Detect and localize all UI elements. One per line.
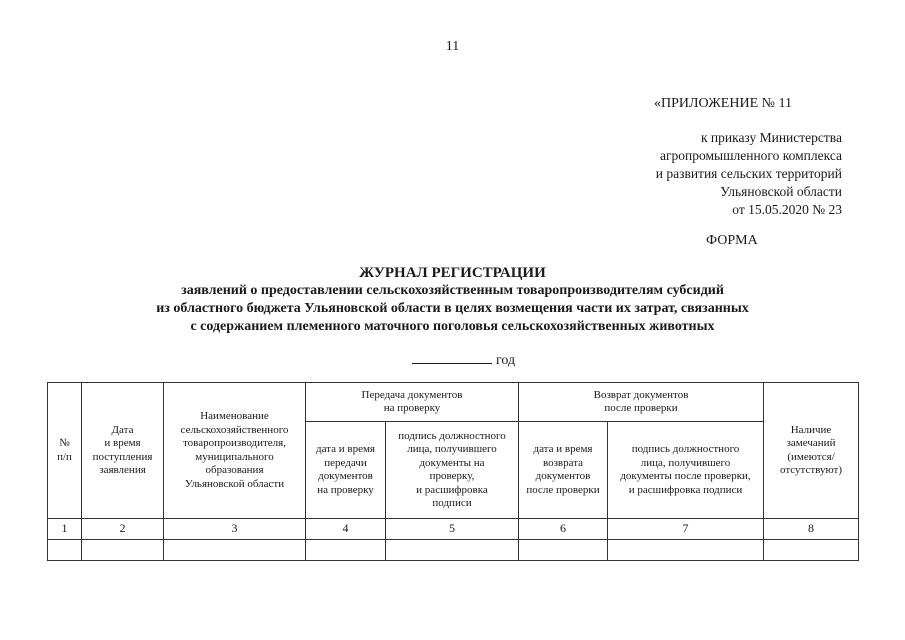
empty-cell <box>519 540 608 561</box>
header-return-date: дата и время возврата документов после проверки <box>526 443 600 496</box>
order-line: от 15.05.2020 № 23 <box>732 202 842 217</box>
column-number: 7 <box>608 519 764 540</box>
journal-heading <box>0 264 905 336</box>
header-cell <box>764 383 859 519</box>
header-cell <box>82 383 164 519</box>
order-line: Ульяновской области <box>720 184 842 199</box>
header-transfer-date: дата и время передачи документов на проверку <box>315 443 375 496</box>
journal-subtitle-line: из областного бюджета Ульяновской области в целях возмещения части их затрат, связанных <box>156 301 749 316</box>
year-line <box>412 351 515 369</box>
order-line: и развития сельских территорий <box>655 166 842 181</box>
journal-title: ЖУРНАЛ РЕГИСТРАЦИИ <box>359 265 546 281</box>
year-blank <box>412 351 492 364</box>
year-label: год <box>496 353 516 368</box>
column-number-row <box>48 519 859 540</box>
journal-subtitle-line: с содержанием племенного маточного поголовья сельскохозяйственных животных <box>190 319 715 334</box>
empty-cell <box>386 540 519 561</box>
column-number: 3 <box>164 519 306 540</box>
column-number: 4 <box>306 519 386 540</box>
order-line: агропромышленного комплекса <box>660 148 842 163</box>
empty-cell <box>164 540 306 561</box>
header-cell <box>519 422 608 519</box>
header-date: Дата и время поступления заявления <box>92 423 153 476</box>
header-cell <box>519 383 764 422</box>
header-cell <box>608 422 764 519</box>
header-name: Наименование сельскохозяйственного товаропроизводителя, муниципального образования Ульяновской области <box>180 410 289 490</box>
column-number: 2 <box>82 519 164 540</box>
header-cell <box>164 383 306 519</box>
header-cell <box>306 383 519 422</box>
header-transfer-group: Передача документов на проверку <box>361 388 463 414</box>
column-number: 6 <box>519 519 608 540</box>
header-num: № п/п <box>57 437 72 463</box>
empty-cell <box>306 540 386 561</box>
header-row <box>48 383 859 422</box>
empty-cell <box>48 540 82 561</box>
column-number: 8 <box>764 519 859 540</box>
header-transfer-sign: подпись должностного лица, получившего документы на проверку, и расшифровка подписи <box>398 429 506 509</box>
empty-cell <box>82 540 164 561</box>
header-return-group: Возврат документов после проверки <box>593 388 689 414</box>
registration-table <box>47 382 859 561</box>
header-return-sign: подпись должностного лица, получившего документы после проверки, и расшифровка подписи <box>620 443 751 496</box>
appendix-title: «ПРИЛОЖЕНИЕ № 11 <box>654 96 792 111</box>
column-number: 1 <box>48 519 82 540</box>
order-line: к приказу Министерства <box>700 130 842 145</box>
form-label: ФОРМА <box>706 233 758 248</box>
column-number: 5 <box>386 519 519 540</box>
page-number: 11 <box>445 39 460 54</box>
header-cell <box>386 422 519 519</box>
header-remarks: Наличие замечаний (имеются/ отсутствуют) <box>780 423 843 476</box>
order-reference <box>582 129 842 219</box>
empty-cell <box>608 540 764 561</box>
journal-subtitle-line: заявлений о предоставлении сельскохозяйственным товаропроизводителям субсидий <box>181 283 724 298</box>
header-cell <box>48 383 82 519</box>
table-row <box>48 540 859 561</box>
empty-cell <box>764 540 859 561</box>
header-cell <box>306 422 386 519</box>
